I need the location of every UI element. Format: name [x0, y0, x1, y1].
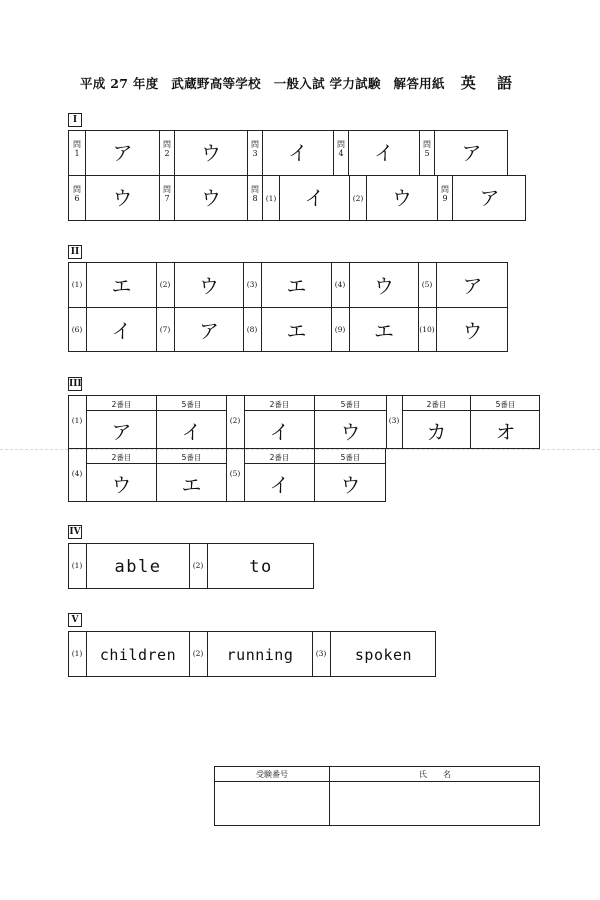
q9-answer: ア: [479, 186, 500, 210]
q8-sub2-answer: ウ: [392, 186, 412, 210]
q8-sub1-label: (1): [265, 194, 277, 203]
exam-number-label: 受験番号: [256, 770, 288, 779]
s4-q2-answer: to: [249, 557, 273, 577]
s5-q3-answer: spoken: [354, 646, 413, 664]
s2-q9-answer: エ: [374, 319, 394, 343]
s3-q1-answer-a: ア: [111, 420, 132, 444]
s3-q2-answer-b: ウ: [340, 420, 361, 444]
q8-sub2-label: (2): [352, 194, 364, 203]
q2-answer: ウ: [201, 141, 221, 165]
s2-q3-answer: エ: [286, 274, 307, 298]
q5-answer: ア: [461, 141, 482, 165]
q9-label: 問 9: [441, 185, 449, 203]
name-field[interactable]: [330, 782, 539, 825]
s3-q5-answer-a: イ: [269, 473, 290, 497]
q3-answer: イ: [288, 141, 308, 165]
s3-q4-answer-a: ウ: [111, 473, 132, 497]
s3-q3-answer-b: オ: [495, 420, 516, 444]
section-2-label: II: [68, 245, 82, 259]
q8-label: 問 8: [251, 185, 259, 203]
section-1-label: I: [68, 113, 82, 127]
s2-q2-label: (2): [159, 280, 171, 289]
q6-label: 問 6: [73, 185, 81, 203]
s2-q1-answer: エ: [111, 274, 132, 298]
s2-q6-label: (6): [71, 325, 83, 334]
s2-q9-label: (9): [334, 325, 346, 334]
s3-q1-col-5th: 5番目: [181, 400, 202, 409]
s3-q4-col-5th: 5番目: [181, 453, 202, 462]
subject-label: 英 語: [460, 74, 520, 92]
s2-q3-label: (3): [246, 280, 258, 289]
s3-q1-col-2nd: 2番目: [111, 400, 132, 409]
q7-label: 問 7: [163, 185, 171, 203]
s2-q6-answer: イ: [111, 319, 132, 343]
s3-q1-label: (1): [71, 416, 83, 425]
q2-label: 問 2: [163, 140, 171, 158]
s3-q3-answer-a: カ: [426, 420, 447, 444]
s2-q2-answer: ウ: [199, 274, 219, 298]
q4-answer: イ: [374, 141, 394, 165]
s3-q1-answer-b: イ: [181, 420, 202, 444]
name-label: 氏 名: [419, 770, 451, 779]
s4-q2-label: (2): [192, 561, 204, 570]
s5-q1-answer: children: [99, 646, 177, 664]
q5-label: 問 5: [423, 140, 431, 158]
s3-q3-label: (3): [388, 416, 400, 425]
s5-q1-label: (1): [71, 649, 83, 658]
s5-q2-label: (2): [192, 649, 204, 658]
q6-answer: ウ: [112, 186, 133, 210]
q1-label: 問 1: [73, 140, 81, 158]
page-title: [0, 72, 600, 93]
section-4-label: IV: [69, 527, 81, 537]
s3-q2-col-5th: 5番目: [340, 400, 361, 409]
s3-q2-col-2nd: 2番目: [269, 400, 290, 409]
title-text: 平成 27 年度 武蔵野高等学校 一般入試 学力試験 解答用紙: [80, 76, 445, 91]
q8-sub1-answer: イ: [304, 186, 325, 210]
s3-q5-col-2nd: 2番目: [269, 453, 290, 462]
s2-q8-answer: エ: [286, 319, 307, 343]
s3-q5-label: (5): [229, 469, 241, 478]
s3-q5-answer-b: ウ: [340, 473, 361, 497]
s2-q7-label: (7): [159, 325, 171, 334]
s2-q5-answer: ア: [462, 274, 483, 298]
q3-label: 問 3: [251, 140, 259, 158]
s2-q10-label: (10): [419, 325, 435, 334]
s5-q3-label: (3): [315, 649, 327, 658]
exam-number-field[interactable]: [215, 782, 328, 825]
s3-q4-label: (4): [71, 469, 83, 478]
s2-q10-answer: ウ: [462, 319, 483, 343]
s2-q7-answer: ア: [199, 319, 219, 343]
s3-q5-col-5th: 5番目: [340, 453, 361, 462]
s2-q8-label: (8): [246, 325, 258, 334]
s3-q4-answer-b: エ: [181, 473, 202, 497]
s4-q1-answer: able: [114, 557, 162, 577]
s3-q3-col-2nd: 2番目: [426, 400, 447, 409]
s3-q2-label: (2): [229, 416, 241, 425]
q4-label: 問 4: [337, 140, 345, 158]
s3-q3-col-5th: 5番目: [495, 400, 516, 409]
s4-q1-label: (1): [71, 561, 83, 570]
s3-q2-answer-a: イ: [269, 420, 290, 444]
s2-q4-answer: ウ: [374, 274, 394, 298]
q1-answer: ア: [112, 141, 133, 165]
section-5-label: V: [68, 613, 82, 627]
s2-q5-label: (5): [421, 280, 433, 289]
s5-q2-answer: running: [226, 646, 294, 664]
s2-q4-label: (4): [334, 280, 346, 289]
s2-q1-label: (1): [71, 280, 83, 289]
s3-q4-col-2nd: 2番目: [111, 453, 132, 462]
q7-answer: ウ: [201, 186, 221, 210]
section-3-label: III: [69, 379, 82, 389]
